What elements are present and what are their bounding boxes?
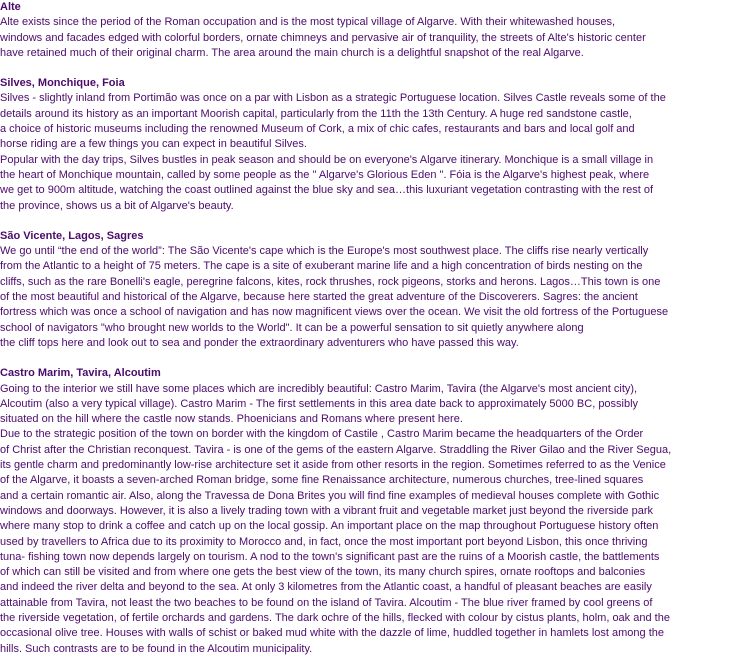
paragraph-line: of the most beautiful and historical of the Algarve, because here started the great adventure of the Discoverers. Sagres: the ancient bbox=[0, 291, 638, 304]
section-heading: Silves, Monchique, Foia bbox=[0, 77, 125, 90]
section-heading: Alte bbox=[0, 1, 21, 13]
section-heading: São Vicente, Lagos, Sagres bbox=[0, 229, 144, 242]
paragraph-line: Due to the strategic position of the town on border with the kingdom of Castile , Castro Marim became the headquarters of the Order bbox=[0, 428, 644, 441]
paragraph-line: of which can still be visited and from where one gets the best view of the town, its many church spires, ornate rooftops and balconies bbox=[0, 566, 646, 579]
paragraph-line: windows and doorways. However, it is also a lively trading town with a vibrant fruit and vegetable market just beyond the riverside park bbox=[0, 504, 653, 517]
paragraph-line: We go until “the end of the world”: The São Vicente's cape which is the Europe's most southwest place. The cliffs rise nearly vertically bbox=[0, 245, 649, 258]
paragraph-line: situated on the hill where the castle now stands. Phoenicians and Romans where present here. bbox=[0, 413, 463, 426]
paragraph-line: and a certain romantic air. Also, along the Travessa de Dona Brites you will find fine examples of medieval houses complete with Gothic bbox=[0, 489, 660, 502]
section-alte bbox=[0, 0, 750, 61]
paragraph-line: the riverside vegetation, of fertile orchards and gardens. The dark ochre of the hills, flecked with colour by cistus plants, holm, oak and the bbox=[0, 611, 670, 624]
paragraph-line: the cliff tops here and look out to sea and ponder the extraordinary adventurers who have passed this way. bbox=[0, 336, 519, 349]
paragraph-line: its gentle charm and predominantly low-rise architecture set it aside from other resorts in the region. Sometimes referred to as the Venice bbox=[0, 459, 666, 472]
section-castro-marim-tavira-alcoutim bbox=[0, 366, 750, 657]
section-silves-monchique-foia bbox=[0, 76, 750, 214]
paragraph-line: the province, shows us a bit of Algarve's beauty. bbox=[0, 199, 234, 212]
paragraph-line: where many stop to drink a coffee and catch up on the local gossip. An important place on the map throughout Portuguese history often bbox=[0, 520, 659, 533]
paragraph-line: and indeed the river delta and beyond to the sea. At only 3 kilometres from the Atlantic coast, a handful of pleasant beaches are easily bbox=[0, 581, 652, 594]
paragraph-line: hills. Such contrasts are to be found in the Alcoutim municipality. bbox=[0, 642, 313, 655]
paragraph-line: a choice of historic museums including the renowned Museum of Cork, a mix of chic cafes, restaurants and bars and local golf and bbox=[0, 123, 635, 136]
paragraph-line: from the Atlantic to a height of 75 meters. The cape is a site of exuberant marine life and a high concentration of birds nesting on the bbox=[0, 260, 643, 273]
paragraph-line: cliffs, such as the rare Bonelli's eagle, peregrine falcons, kites, rock thrushes, rock pigeons, storks and herons. Lagos…This town is one bbox=[0, 275, 661, 288]
section-sao-vicente-lagos-sagres bbox=[0, 229, 750, 351]
paragraph-line: Silves - slightly inland from Portimão was once on a par with Lisbon as a strategic Portuguese location. Silves Castle reveals some of the bbox=[0, 92, 666, 105]
paragraph-line: details around its history as an important Moorish capital, particularly from the 11th the 13th Century. A huge red sandstone castle, bbox=[0, 107, 632, 120]
paragraph-line: school of navigators "who brought new worlds to the World". It can be a powerful sensation to sit quietly anywhere along bbox=[0, 321, 584, 334]
paragraph-line: Popular with the day trips, Silves bustles in peak season and should be on everyone's Algarve itinerary. Monchique is a small village in bbox=[0, 153, 654, 166]
paragraph-line: fortress which was once a school of navigation and has now magnificent views over the ocean. We visit the old fortress of the Portuguese bbox=[0, 306, 669, 319]
paragraph-line: the heart of Monchique mountain, called by some people as the " Algarve's Glorious Eden ". Fóia is the Algarve's highest peak, where bbox=[0, 168, 650, 181]
paragraph-line: attainable from Tavira, not least the two beaches to be found on the island of Tavira. Alcoutim - The blue river framed by cool greens of bbox=[0, 596, 653, 609]
paragraph-line: Alcoutim (also a very typical village). Castro Marim - The first settlements in this area date back to approximately 5000 BC, possibly bbox=[0, 397, 639, 410]
paragraph-line: tuna- fishing town now depends largely on tourism. A nod to the town's significant past are the ruins of a Moorish castle, the battlements bbox=[0, 550, 660, 563]
paragraph-line: horse riding are a few things you can expect in beautiful Silves. bbox=[0, 138, 307, 151]
paragraph-line: windows and facades edged with colorful borders, ornate chimneys and pervasive air of tranquility, the streets of Alte's historic center bbox=[0, 31, 646, 44]
paragraph-line: of Christ after the Christian reconquest. Tavira - is one of the gems of the eastern Algarve. Straddling the River Gilao and the River Segua, bbox=[0, 443, 672, 456]
paragraph-line: Alte exists since the period of the Roman occupation and is the most typical village of Algarve. With their whitewashed houses, bbox=[0, 16, 616, 29]
paragraph-line: used by travellers to Africa due to its proximity to Morocco and, in fact, once the most important port beyond Lisbon, this once thriving bbox=[0, 535, 648, 548]
paragraph-line: occasional olive tree. Houses with walls of schist or baked mud white with the dazzle of lime, huddled together in hamlets lost among the bbox=[0, 627, 665, 640]
paragraph-line: have retained much of their original charm. The area around the main church is a delightful snapshot of the real Algarve. bbox=[0, 46, 584, 59]
paragraph-line: we get to 900m altitude, watching the coast outlined against the blue sky and sea…this luxuriant vegetation contrasting with the rest of bbox=[0, 184, 654, 197]
paragraph-line: of the Algarve, it boasts a seven-arched Roman bridge, some fine Renaissance architecture, numerous churches, tree-lined squares bbox=[0, 474, 644, 487]
section-heading: Castro Marim, Tavira, Alcoutim bbox=[0, 367, 161, 380]
paragraph-line: Going to the interior we still have some places which are incredibly beautiful: Castro Marim, Tavira (the Algarve's most ancient city), bbox=[0, 382, 638, 395]
